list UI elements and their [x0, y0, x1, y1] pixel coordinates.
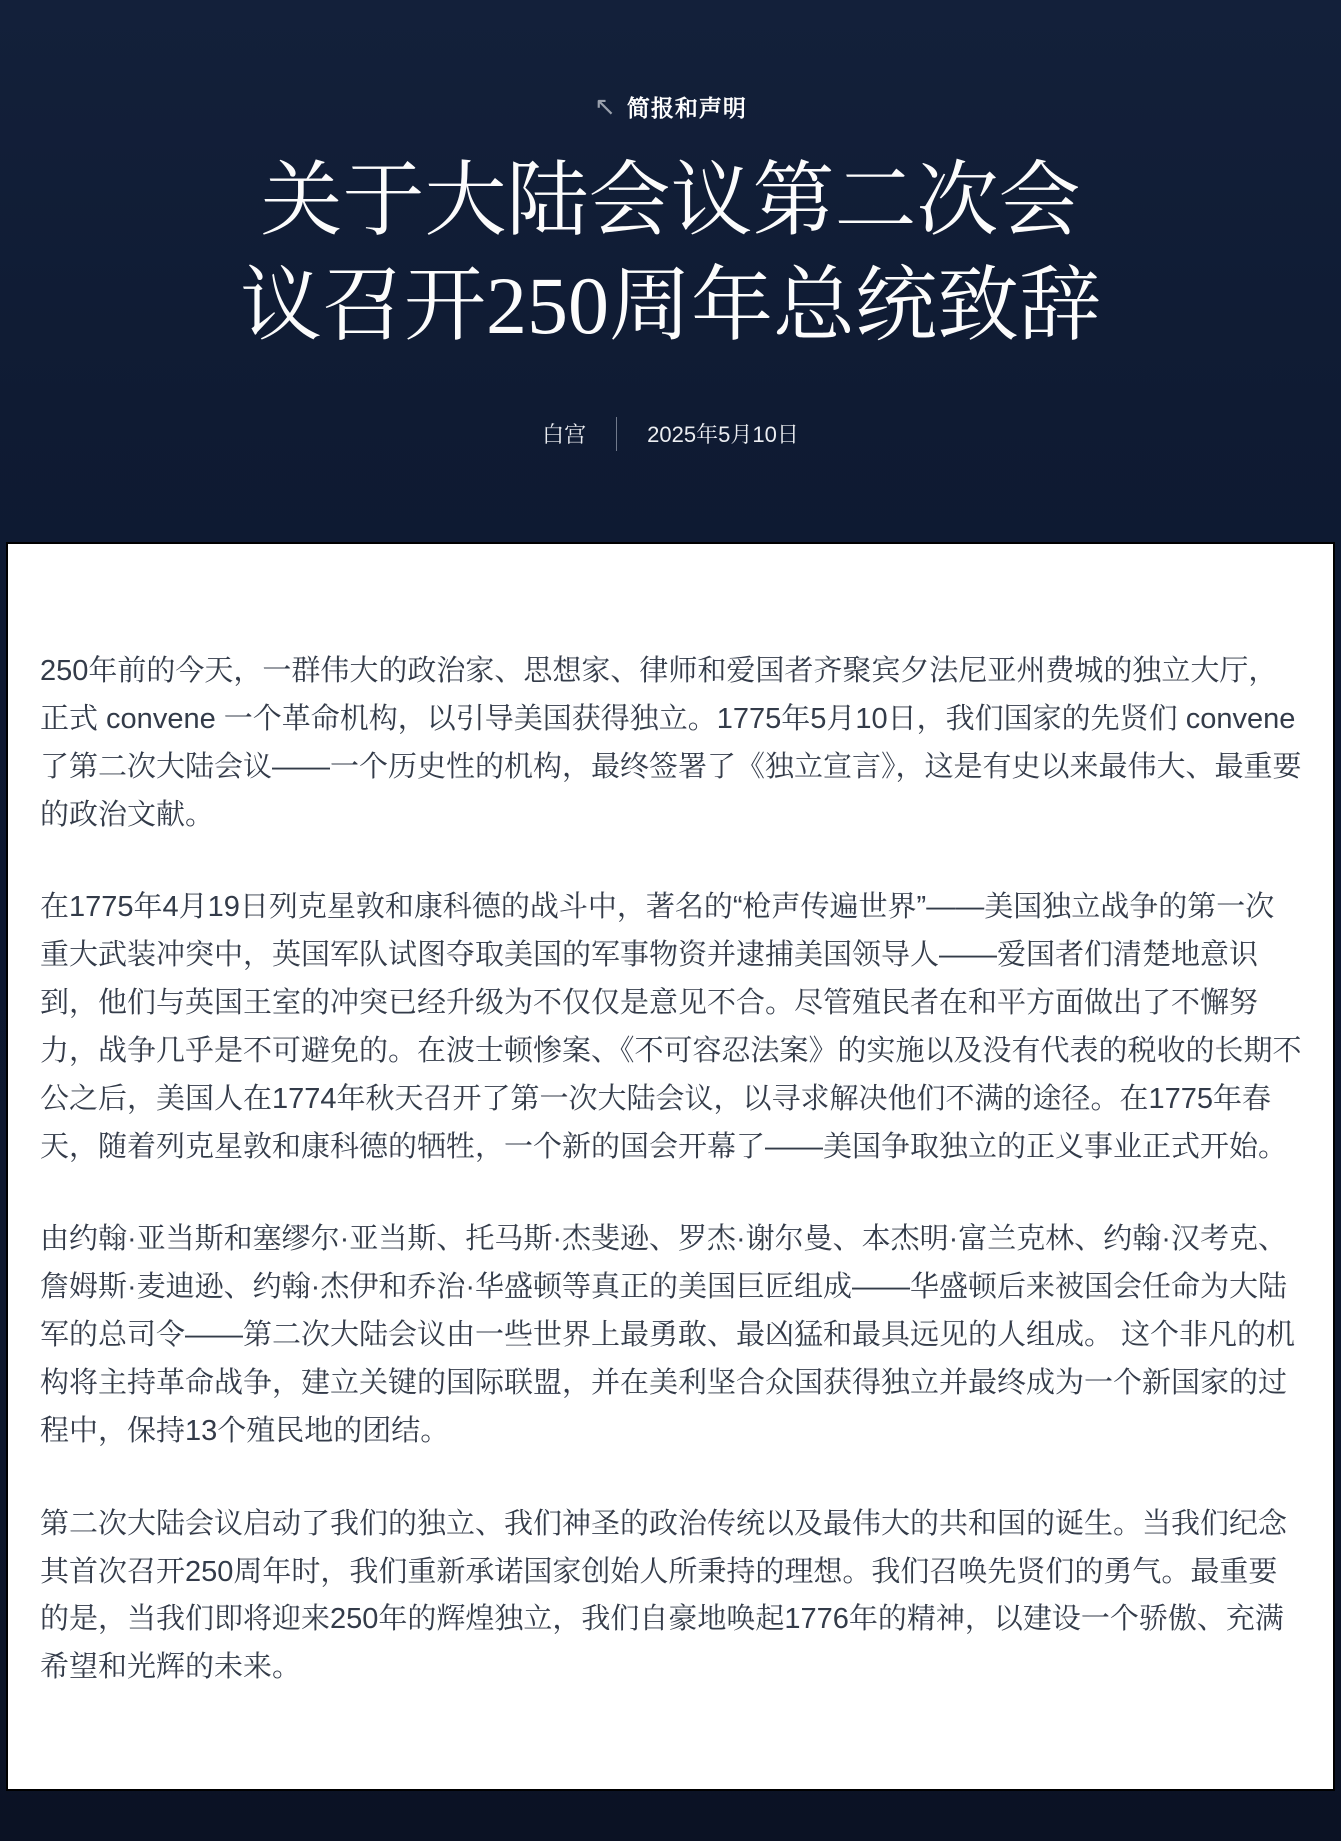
- article-panel: [6, 542, 1335, 1791]
- arrow-up-left-icon: ↖: [594, 90, 616, 121]
- hero-header: [0, 0, 1341, 542]
- article-meta: [0, 417, 1341, 451]
- paragraph-4: 第二次大陆会议启动了我们的独立、我们神圣的政治传统以及最伟大的共和国的诞生。当我们纪念其首次召开250周年时，我们重新承诺国家创始人所秉持的理想。我们召唤先贤们的勇气。最重要的是，当我们即将迎来250年的辉煌独立，我们自豪地唤起1776年的精神，以建设一个骄傲、充满希望和光辉的未来。: [40, 1507, 1288, 1684]
- paragraph-1: 250年前的今天，一群伟大的政治家、思想家、律师和爱国者齐聚宾夕法尼亚州费城的独立大厅，正式 convene 一个革命机构，以引导美国获得独立。1775年5月10日，我们国家的先贤们 convene 了第二次大陆会议——一个历史性的机构，最终签署了《独立宣言》，这是有史以来最伟大、最重要的政治文献。: [40, 655, 1302, 831]
- paragraph-3: 由约翰·亚当斯和塞缪尔·亚当斯、托马斯·杰斐逊、罗杰·谢尔曼、本杰明·富兰克林、约翰·汉考克、詹姆斯·麦迪逊、约翰·杰伊和乔治·华盛顿等真正的美国巨匠组成——华盛顿后来被国会任命为大陆军的总司令——第二次大陆会议由一些世界上最勇敢、最凶猛和最具远见的人组成。 这个非凡的机构将主持革命战争，建立关键的国际联盟，并在美利坚合众国获得独立并最终成为一个新国家的过程中，保持13个殖民地的团结。: [40, 1223, 1296, 1447]
- breadcrumb-briefings-link[interactable]: [594, 90, 747, 123]
- page-title: 关于大陆会议第二次会议召开250周年总统致辞: [239, 155, 1101, 351]
- paragraph-2: 在1775年4月19日列克星敦和康科德的战斗中，著名的“枪声传遍世界”——美国独立战争的第一次重大武装冲突中，英国军队试图夺取美国的军事物资并逮捕美国领导人——爱国者们清楚地意识到，他们与英国王室的冲突已经升级为不仅仅是意见不合。尽管殖民者在和平方面做出了不懈努力，战争几乎是不可避免的。在波士顿惨案、《不可容忍法案》的实施以及没有代表的税收的长期不公之后，美国人在1774年秋天召开了第一次大陆会议，以寻求解决他们不满的途径。在1775年春天，随着列克星敦和康科德的牺牲，一个新的国会开幕了——美国争取独立的正义事业正式开始。: [40, 891, 1302, 1163]
- meta-divider: [616, 417, 617, 451]
- breadcrumb-label: 简报和声明: [626, 95, 747, 121]
- meta-source-link[interactable]: 白宫: [542, 422, 587, 448]
- meta-date: 2025年5月10日: [647, 422, 799, 448]
